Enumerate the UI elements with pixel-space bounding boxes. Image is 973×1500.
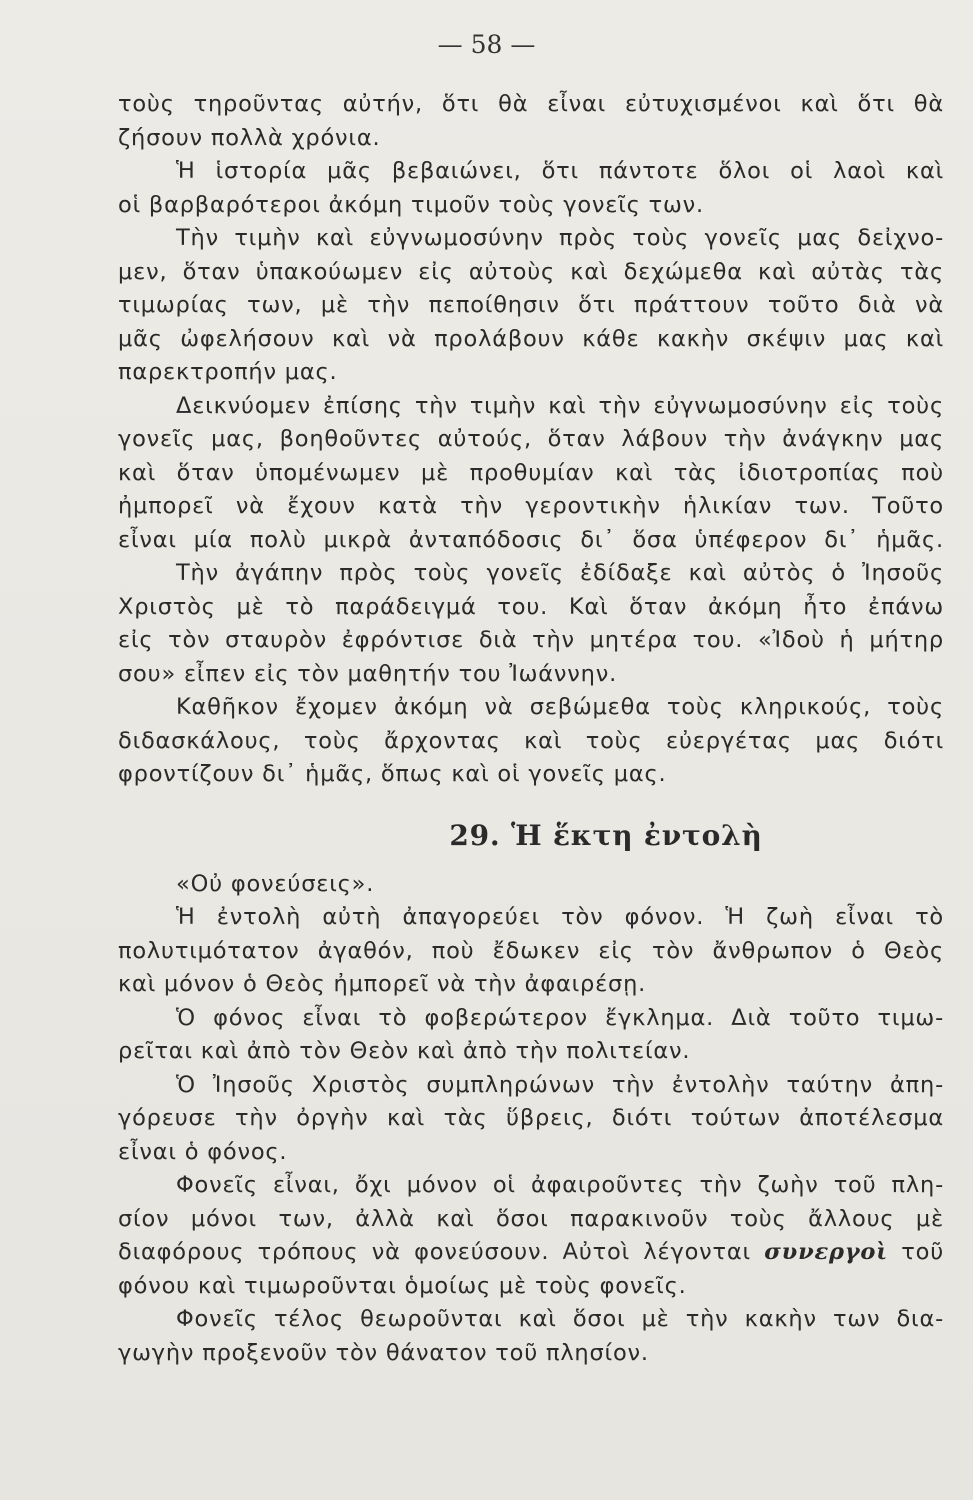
text-line: τιμωρίας των, μὲ τὴν πεποίθησιν ὅτι πράττουν τοῦτο διὰ νὰ: [118, 292, 944, 318]
text-line: Χριστὸς μὲ τὸ παράδειγμά του. Καὶ ὅταν ἀκόμη ἦτο ἐπάνω: [118, 593, 944, 620]
text-line: Καθῆκον ἔχομεν ἀκόμη νὰ σεβώμεθα τοὺς κληρικούς, τοὺς: [176, 694, 944, 720]
text-line: καὶ μόνον ὁ Θεὸς ἠμπορεῖ νὰ τὴν ἀφαιρέσῃ.: [118, 971, 647, 997]
text-line: οἱ βαρβαρότεροι ἀκόμη τιμοῦν τοὺς γονεῖς των.: [118, 191, 704, 218]
text-line: μᾶς ὠφελήσουν καὶ νὰ προλάβουν κάθε κακὴν σκέψιν μας καὶ: [118, 325, 944, 352]
text-line: ἠμπορεῖ νὰ ἔχουν κατὰ τὴν γεροντικὴν ἡλικίαν των. Τοῦτο: [118, 493, 944, 519]
text-line: ζήσουν πολλὰ χρόνια.: [118, 124, 381, 151]
text-line: Τὴν τιμὴν καὶ εὐγνωμοσύνην πρὸς τοὺς γονεῖς μας δεἰχνο-: [176, 225, 944, 251]
text-line: σίον μόνοι των, ἀλλὰ καὶ ὅσοι παρακινοῦν τοὺς ἄλλους μὲ: [118, 1205, 944, 1232]
text-line: μεν, ὅταν ὑπακούωμεν εἰς αὐτοὺς καὶ δεχώμεθα καὶ αὐτὰς τὰς: [118, 258, 944, 285]
text-line: φροντίζουν δι᾽ ἡμᾶς, ὅπως καὶ οἱ γονεῖς μας.: [118, 761, 667, 787]
text-line: γόρευσε τὴν ὀργὴν καὶ τὰς ὕβρεις, διότι τούτων ἀποτέλεσμα: [118, 1105, 944, 1131]
page-text: [118, 88, 944, 1370]
text-line: γονεῖς μας, βοηθοῦντες αὐτούς, ὅταν λάβουν τὴν ἀνάγκην μας: [118, 426, 944, 452]
emphasized-word: συνεργοὶ: [764, 1239, 888, 1265]
section-heading: 29. Ἡ ἕκτη ἐντολὴ: [449, 818, 763, 852]
text-line: καὶ ὅταν ὑπομένωμεν μὲ προθυμίαν καὶ τὰς ἰδιοτροπίας ποὺ: [118, 459, 944, 486]
text-segment: διαφόρους τρόπους νὰ φονεύσουν. Αὐτοὶ λέγονται: [118, 1239, 751, 1265]
text-line: παρεκτροπήν μας.: [118, 359, 338, 385]
commandment-quote: «Οὐ φονεύσεις».: [176, 870, 375, 897]
text-line: Ὁ Ἰησοῦς Χριστὸς συμπληρώνων τὴν ἐντολὴν ταύτην ἀπη-: [176, 1071, 944, 1098]
text-line: Ἡ ἱστορία μᾶς βεβαιώνει, ὅτι πάντοτε ὅλοι οἱ λαοὶ καὶ: [176, 158, 944, 184]
text-line: Τὴν ἀγάπην πρὸς τοὺς γονεῖς ἐδίδαξε καὶ αὐτὸς ὁ Ἰησοῦς: [176, 560, 944, 586]
text-line: ρεῖται καὶ ἀπὸ τὸν Θεὸν καὶ ἀπὸ τὴν πολιτείαν.: [118, 1038, 691, 1064]
text-segment: τοῦ: [901, 1239, 944, 1265]
text-line: γωγὴν προξενοῦν τὸν θάνατον τοῦ πλησίον.: [118, 1339, 649, 1366]
text-line: Ἡ ἐντολὴ αὐτὴ ἀπαγορεύει τὸν φόνον. Ἡ ζωὴ εἶναι τὸ: [176, 904, 944, 930]
text-line: φόνου καὶ τιμωροῦνται ὁμοίως μὲ τοὺς φονεῖς.: [118, 1272, 687, 1299]
text-line: εἰς τὸν σταυρὸν ἐφρόντισε διὰ τὴν μητέρα του. «Ἰδοὺ ἡ μήτηρ: [118, 627, 944, 653]
text-line: εἶναι ὁ φόνος.: [118, 1138, 288, 1165]
text-line: τοὺς τηροῦντας αὐτήν, ὅτι θὰ εἶναι εὐτυχισμένοι καὶ ὅτι θὰ: [118, 91, 944, 117]
text-line: σου» εἶπεν εἰς τὸν μαθητήν του Ἰωάννην.: [118, 660, 618, 687]
text-line: Δεικνύομεν ἐπίσης τὴν τιμὴν καὶ τὴν εὐγνωμοσύνην εἰς τοὺς: [176, 392, 944, 419]
text-line: Φονεῖς εἶναι, ὄχι μόνον οἱ ἀφαιροῦντες τὴν ζωὴν τοῦ πλη-: [176, 1172, 944, 1198]
text-line: διδασκάλους, τοὺς ἄρχοντας καὶ τοὺς εὐεργέτας μας διότι: [118, 727, 944, 754]
text-line: εἶναι μία πολὺ μικρὰ ἀνταπόδοσις δι᾽ ὅσα ὑπέφερον δι᾽ ἡμᾶς.: [118, 526, 944, 553]
text-line: Φονεῖς τέλος θεωροῦνται καὶ ὅσοι μὲ τὴν κακὴν των δια-: [176, 1306, 944, 1332]
text-line: [118, 1236, 944, 1270]
text-line: Ὁ φόνος εἶναι τὸ φοβερώτερον ἔγκλημα. Διὰ τοῦτο τιμω-: [176, 1004, 944, 1031]
text-line: πολυτιμότατον ἀγαθόν, ποὺ ἔδωκεν εἰς τὸν ἄνθρωπον ὁ Θεὸς: [118, 937, 944, 964]
page-number: — 58 —: [437, 30, 536, 59]
